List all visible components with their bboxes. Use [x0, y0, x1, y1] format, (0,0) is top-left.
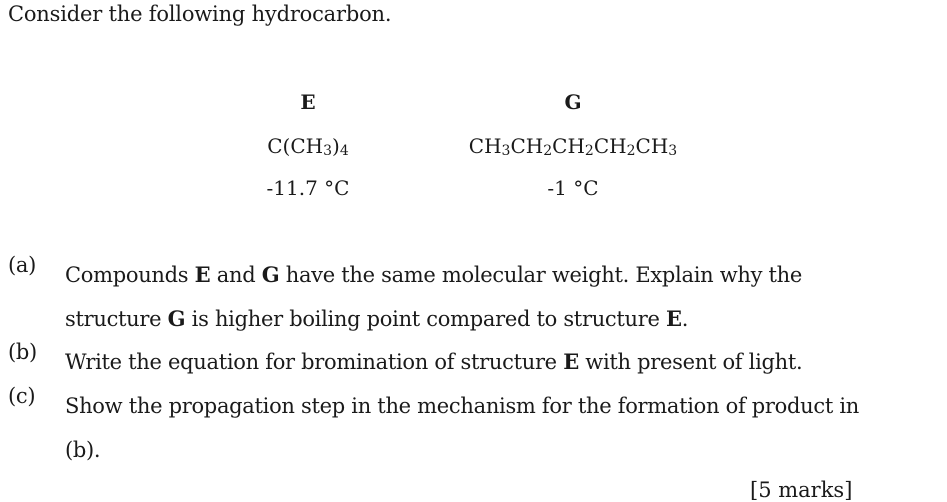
compound-e: [178, 90, 438, 200]
question-b-text: [65, 340, 885, 384]
question-a-text-part: and: [210, 263, 262, 287]
question-c-text: Show the propagation step in the mechanism for the formation of product in (b).: [65, 394, 860, 462]
compound-e-formula: $C(CH_3)_4$: [267, 134, 349, 160]
question-a-text-part: have the same molecular weight. Explain why the structure: [65, 263, 803, 331]
question-a-bold-e: E: [194, 262, 211, 287]
question-a-text-part: .: [681, 307, 689, 331]
question-a-bold-e2: E: [665, 306, 682, 331]
compound-e-label: E: [300, 90, 316, 114]
compound-e-boiling-point: -11.7 °C: [266, 176, 350, 200]
compound-g-boiling-point: -1 °C: [547, 176, 599, 200]
question-b-label: (b): [8, 340, 37, 364]
question-a-text: [65, 253, 885, 341]
question-a-bold-g: G: [261, 262, 280, 287]
compound-g-label: G: [564, 90, 582, 114]
marks-label: [5 marks]: [750, 478, 853, 502]
question-b-bold-e: E: [563, 349, 579, 374]
question-a-label: (a): [8, 253, 37, 277]
compound-g: [443, 90, 703, 200]
intro-text: Consider the following hydrocarbon.: [8, 2, 392, 26]
question-a-text-part: is higher boiling point compared to structure: [185, 307, 666, 331]
question-a-bold-g2: G: [167, 306, 186, 331]
question-c-label: (c): [8, 384, 36, 408]
question-a-text-part: Compounds: [65, 263, 195, 287]
question-b-text-part: with present of light.: [578, 350, 803, 374]
compound-g-formula: $CH_3CH_2CH_2CH_2CH_3$: [468, 134, 678, 160]
question-b-text-part: Write the equation for bromination of structure: [65, 350, 564, 374]
